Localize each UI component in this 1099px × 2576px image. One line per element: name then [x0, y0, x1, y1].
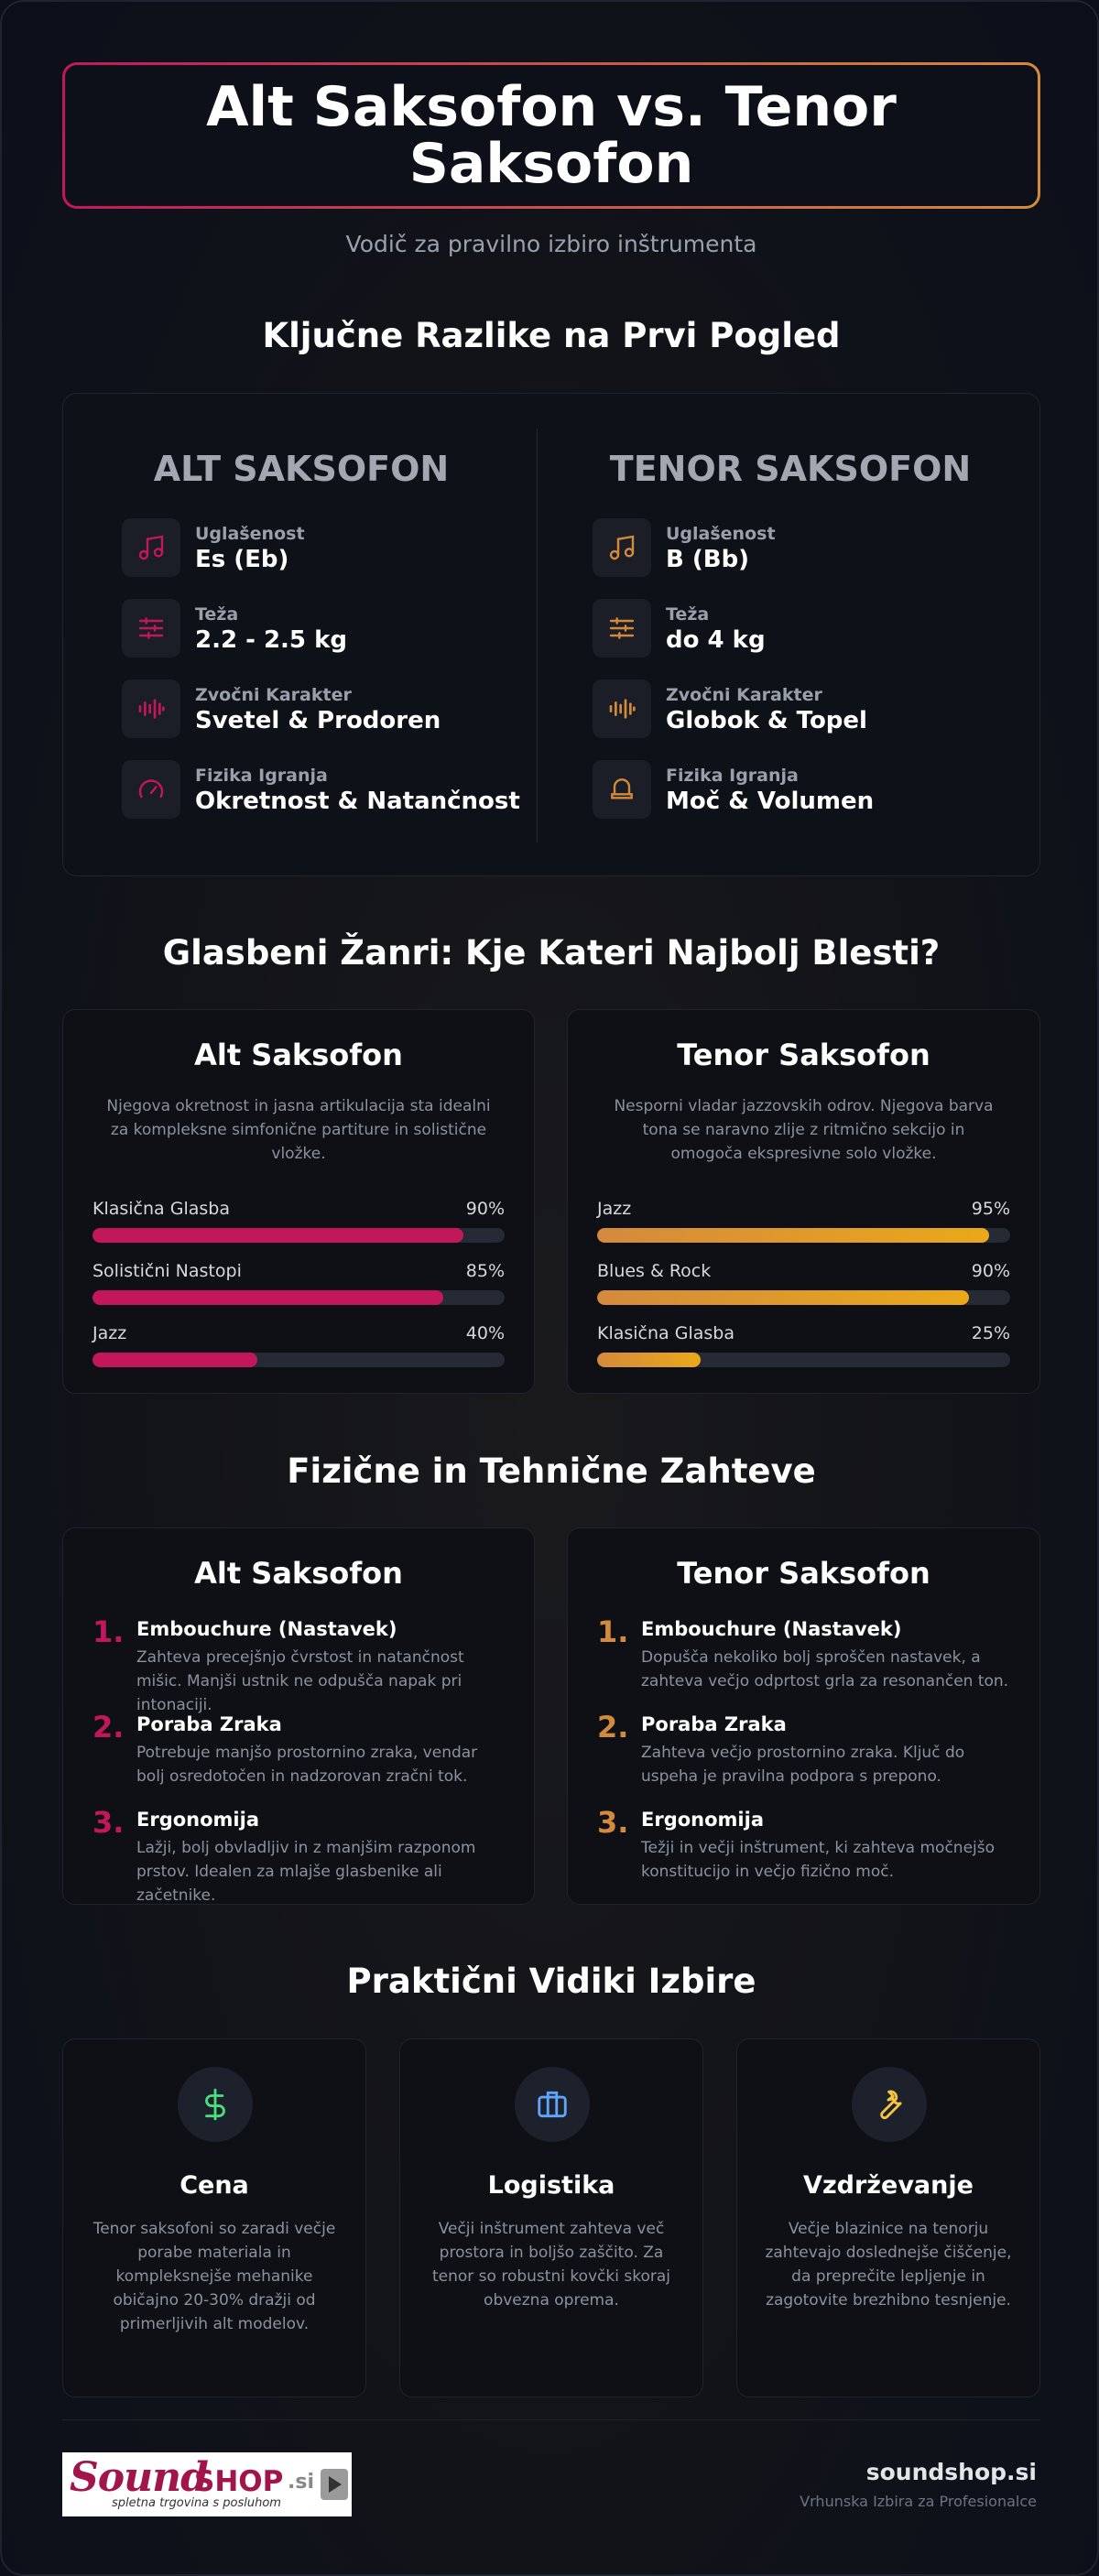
play-icon	[321, 2469, 348, 2500]
alt-sound-item: Zvočni Karakter Svetel & Prodoren	[122, 679, 525, 738]
tenor-tuning-item: Uglašenost B (Bb)	[593, 518, 996, 577]
soundshop-logo[interactable]: Sound SHOP .si spletna trgovina s posluhom	[62, 2452, 352, 2516]
briefcase-icon	[515, 2067, 590, 2142]
music-note-icon	[593, 518, 651, 577]
tenor-requirements-card: Tenor Saksofon 1. Embouchure (Nastavek) Dopušča nekoliko bolj sproščen nastavek, a zahteva večjo odprtost grla za resonančen ton. 2. Poraba Zraka Zahteva večjo prostornino zraka. Ključ do uspeha je pravilna podpora s prepono. 3. Ergonomija Težji in večji inštrument, ki zahteva močnejšo konstitucijo in večjo fizično moč.	[567, 1527, 1040, 1905]
footer-site-link[interactable]: soundshop.si	[865, 2459, 1037, 2485]
alt-genres-heading: Alt Saksofon	[194, 1038, 403, 1072]
alt-tuning-item: Uglašenost Es (Eb)	[122, 518, 525, 577]
alt-genre-bar: Jazz 40%	[92, 1323, 505, 1369]
tenor-requirements-heading: Tenor Saksofon	[677, 1556, 930, 1591]
alt-requirements-heading: Alt Saksofon	[194, 1556, 403, 1591]
logistics-card: Logistika Večji inštrument zahteva več prostora in boljšo zaščito. Za tenor so robustni kovčki skoraj obvezna oprema.	[399, 2038, 703, 2397]
column-divider	[537, 429, 538, 842]
page-title: Alt Saksofon vs. Tenor Saksofon	[206, 75, 897, 196]
alt-physics-item: Fizika Igranja Okretnost & Natančnost	[122, 760, 525, 819]
alt-heading: ALT SAKSOFON	[153, 449, 450, 489]
bell-icon	[593, 760, 651, 819]
tenor-genre-bar: Klasična Glasba 25%	[597, 1323, 1010, 1369]
tenor-genres-heading: Tenor Saksofon	[677, 1038, 930, 1072]
price-card: Cena Tenor saksofoni so zaradi večje porabe materiala in kompleksnejše mehanike običajno 20-30% dražji od primerljivih alt modelov.	[62, 2038, 366, 2397]
tenor-heading: TENOR SAKSOFON	[609, 449, 972, 489]
dollar-icon	[178, 2067, 253, 2142]
sliders-icon	[122, 599, 180, 658]
alt-genres-description: Njegova okretnost in jasna artikulacija sta idealni za kompleksne simfonične partiture in solistične vložke.	[106, 1097, 491, 1163]
alt-genre-bar-fill	[92, 1353, 257, 1367]
key-differences-title: Ključne Razlike na Prvi Pogled	[262, 316, 841, 355]
sliders-icon	[593, 599, 651, 658]
tenor-genre-bar: Jazz 95%	[597, 1199, 1010, 1245]
wrench-icon	[852, 2067, 927, 2142]
alt-weight-item: Teža 2.2 - 2.5 kg	[122, 599, 525, 658]
alt-differences-column	[63, 394, 539, 875]
tenor-genre-bar-fill	[597, 1353, 701, 1367]
music-note-icon	[122, 518, 180, 577]
key-differences-card	[62, 393, 1040, 876]
page-subtitle: Vodič za pravilno izbiro inštrumenta	[345, 231, 757, 257]
tenor-genre-bar-fill	[597, 1290, 969, 1305]
tenor-genre-bar-fill	[597, 1228, 989, 1243]
tenor-genres-card	[567, 1009, 1040, 1394]
sound-wave-icon	[593, 679, 651, 738]
alt-genre-bar: Klasična Glasba 90%	[92, 1199, 505, 1245]
footer-divider	[62, 2419, 1040, 2420]
footer-tagline: Vrhunska Izbira za Profesionalce	[800, 2493, 1037, 2510]
maintenance-card: Vzdrževanje Večje blazinice na tenorju zahtevajo doslednejše čiščenje, da preprečite lepljenje in zagotovite brezhibno tesnjenje.	[736, 2038, 1040, 2397]
tenor-genres-description: Nesporni vladar jazzovskih odrov. Njegova barva tona se naravno zlije z ritmično sekcijo in omogoča ekspresivne solo vložke.	[614, 1097, 994, 1163]
tenor-genre-bar: Blues & Rock 90%	[597, 1261, 1010, 1307]
alt-genre-bar-fill	[92, 1290, 443, 1305]
sound-wave-icon	[122, 679, 180, 738]
title-frame	[62, 62, 1040, 209]
tenor-physics-item: Fizika Igranja Moč & Volumen	[593, 760, 996, 819]
alt-genre-bar: Solistični Nastopi 85%	[92, 1261, 505, 1307]
tenor-weight-item: Teža do 4 kg	[593, 599, 996, 658]
alt-genres-card	[62, 1009, 535, 1394]
gauge-icon	[122, 760, 180, 819]
tenor-differences-column	[552, 394, 1028, 875]
practical-title: Praktični Vidiki Izbire	[346, 1962, 756, 2001]
requirements-title: Fizične in Tehnične Zahteve	[287, 1451, 816, 1491]
tenor-sound-item: Zvočni Karakter Globok & Topel	[593, 679, 996, 738]
alt-genre-bar-fill	[92, 1228, 463, 1243]
genres-title: Glasbeni Žanri: Kje Kateri Najbolj Blesti?	[162, 933, 941, 973]
alt-requirements-card: Alt Saksofon 1. Embouchure (Nastavek) Zahteva precejšnjo čvrstost in natančnost mišic. Manjši ustnik ne odpušča napak pri intonaciji. 2. Poraba Zraka Potrebuje manjšo prostornino zraka, vendar bolj osredotočen in nadzorovan zračni tok. 3. Ergonomija Lažji, bolj obvladljiv in z manjšim razponom prstov. Idealen za mlajše glasbenike ali začetnike.	[62, 1527, 535, 1905]
